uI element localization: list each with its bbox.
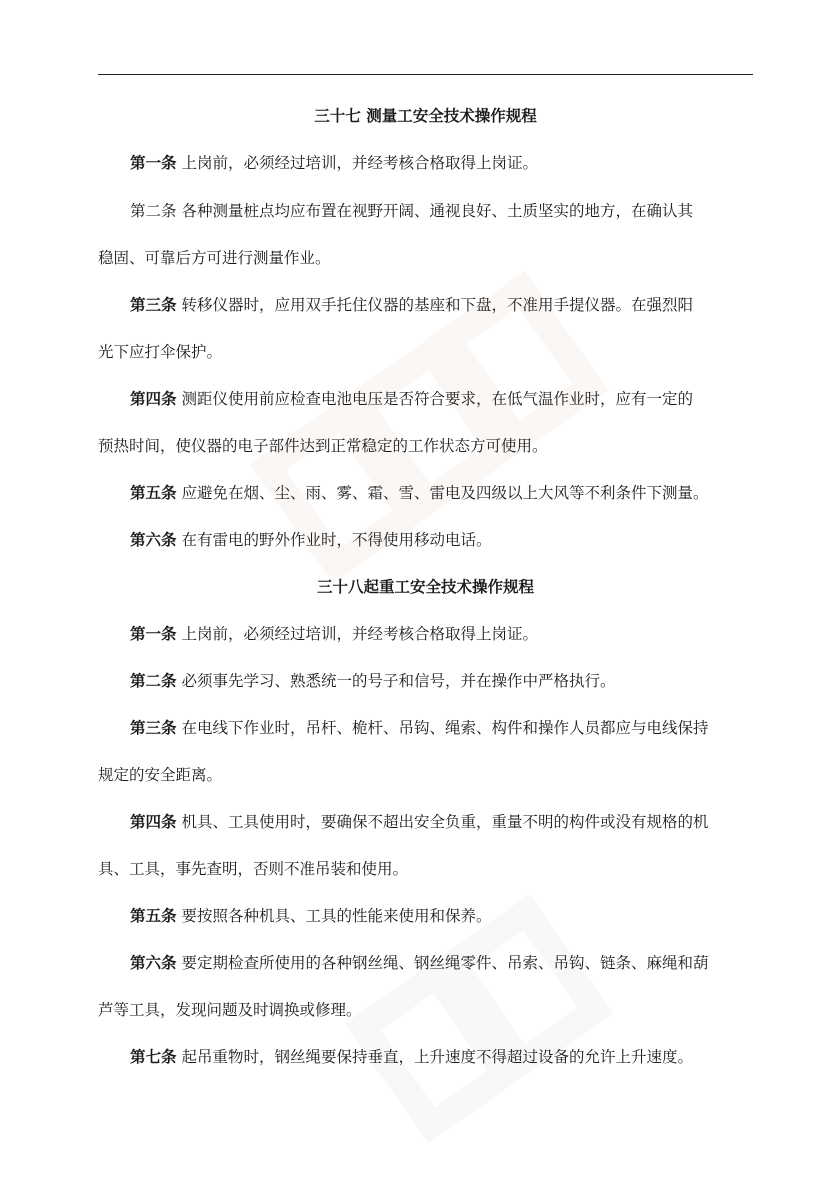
header-rule <box>98 74 753 75</box>
article-2-4 <box>98 812 753 879</box>
article-label: 第四条 <box>130 389 177 408</box>
article-text: 转移仪器时，应用双手托住仪器的基座和下盘，不准用手提仪器。在强烈阳 <box>181 296 693 314</box>
article-2-5 <box>98 906 753 926</box>
article-1-2 <box>98 201 753 268</box>
article-label: 第三条 <box>130 718 177 737</box>
article-text: 起吊重物时，钢丝绳要保持垂直，上升速度不得超过设备的允许上升速度。 <box>181 1048 693 1066</box>
article-label: 第一条 <box>130 153 177 172</box>
article-text: 要定期检查所使用的各种钢丝绳、钢丝绳零件、吊索、吊钩、链条、麻绳和葫 <box>181 954 709 972</box>
article-text: 预热时间，使仪器的电子部件达到正常稳定的工作状态方可使用。 <box>98 437 548 455</box>
article-label: 第五条 <box>130 906 177 925</box>
article-label: 第二条 <box>130 671 177 690</box>
article-text: 在电线下作业时，吊杆、桅杆、吊钩、绳索、构件和操作人员都应与电线保持 <box>181 719 709 737</box>
article-text: 应避免在烟、尘、雨、雾、霜、雪、雷电及四级以上大风等不利条件下测量。 <box>181 484 709 502</box>
article-label: 第六条 <box>130 953 177 972</box>
article-text: 在有雷电的野外作业时，不得使用移动电话。 <box>181 531 492 549</box>
article-text: 上岗前，必须经过培训，并经考核合格取得上岗证。 <box>181 625 538 643</box>
article-text: 光下应打伞保护。 <box>98 343 223 361</box>
article-text: 机具、工具使用时，要确保不超出安全负重，重量不明的构件或没有规格的机 <box>181 813 709 831</box>
article-text: 必须事先学习、熟悉统一的号子和信号，并在操作中严格执行。 <box>181 672 616 690</box>
article-text: 规定的安全距离。 <box>98 766 223 784</box>
article-1-4 <box>98 389 753 456</box>
article-label: 第七条 <box>130 1047 177 1066</box>
article-2-6 <box>98 953 753 1020</box>
article-label: 第二条 <box>130 202 177 220</box>
article-2-3 <box>98 718 753 785</box>
article-text: 稳固、可靠后方可进行测量作业。 <box>98 249 331 267</box>
article-1-1 <box>98 153 753 173</box>
article-text: 具、工具，事先查明，否则不准吊装和使用。 <box>98 860 409 878</box>
article-text: 测距仪使用前应检查电池电压是否符合要求，在低气温作业时，应有一定的 <box>181 390 693 408</box>
article-2-2 <box>98 671 753 691</box>
article-text: 芦等工具，发现问题及时调换或修理。 <box>98 1001 362 1019</box>
article-label: 第四条 <box>130 812 177 831</box>
article-2-7 <box>98 1047 753 1067</box>
article-1-3 <box>98 295 753 362</box>
article-label: 第五条 <box>130 483 177 502</box>
section-title-1: 三十七 测量工安全技术操作规程 <box>314 106 537 125</box>
article-label: 第三条 <box>130 295 177 314</box>
article-text: 要按照各种机具、工具的性能来使用和保养。 <box>181 907 492 925</box>
article-text: 各种测量桩点均应布置在视野开阔、通视良好、土质坚实的地方，在确认其 <box>181 202 693 220</box>
article-label: 第一条 <box>130 624 177 643</box>
article-2-1 <box>98 624 753 644</box>
article-text: 上岗前，必须经过培训，并经考核合格取得上岗证。 <box>181 154 538 172</box>
section-title-2: 三十八起重工安全技术操作规程 <box>316 577 534 596</box>
article-1-5 <box>98 483 753 503</box>
article-1-6 <box>98 530 753 550</box>
article-label: 第六条 <box>130 530 177 549</box>
